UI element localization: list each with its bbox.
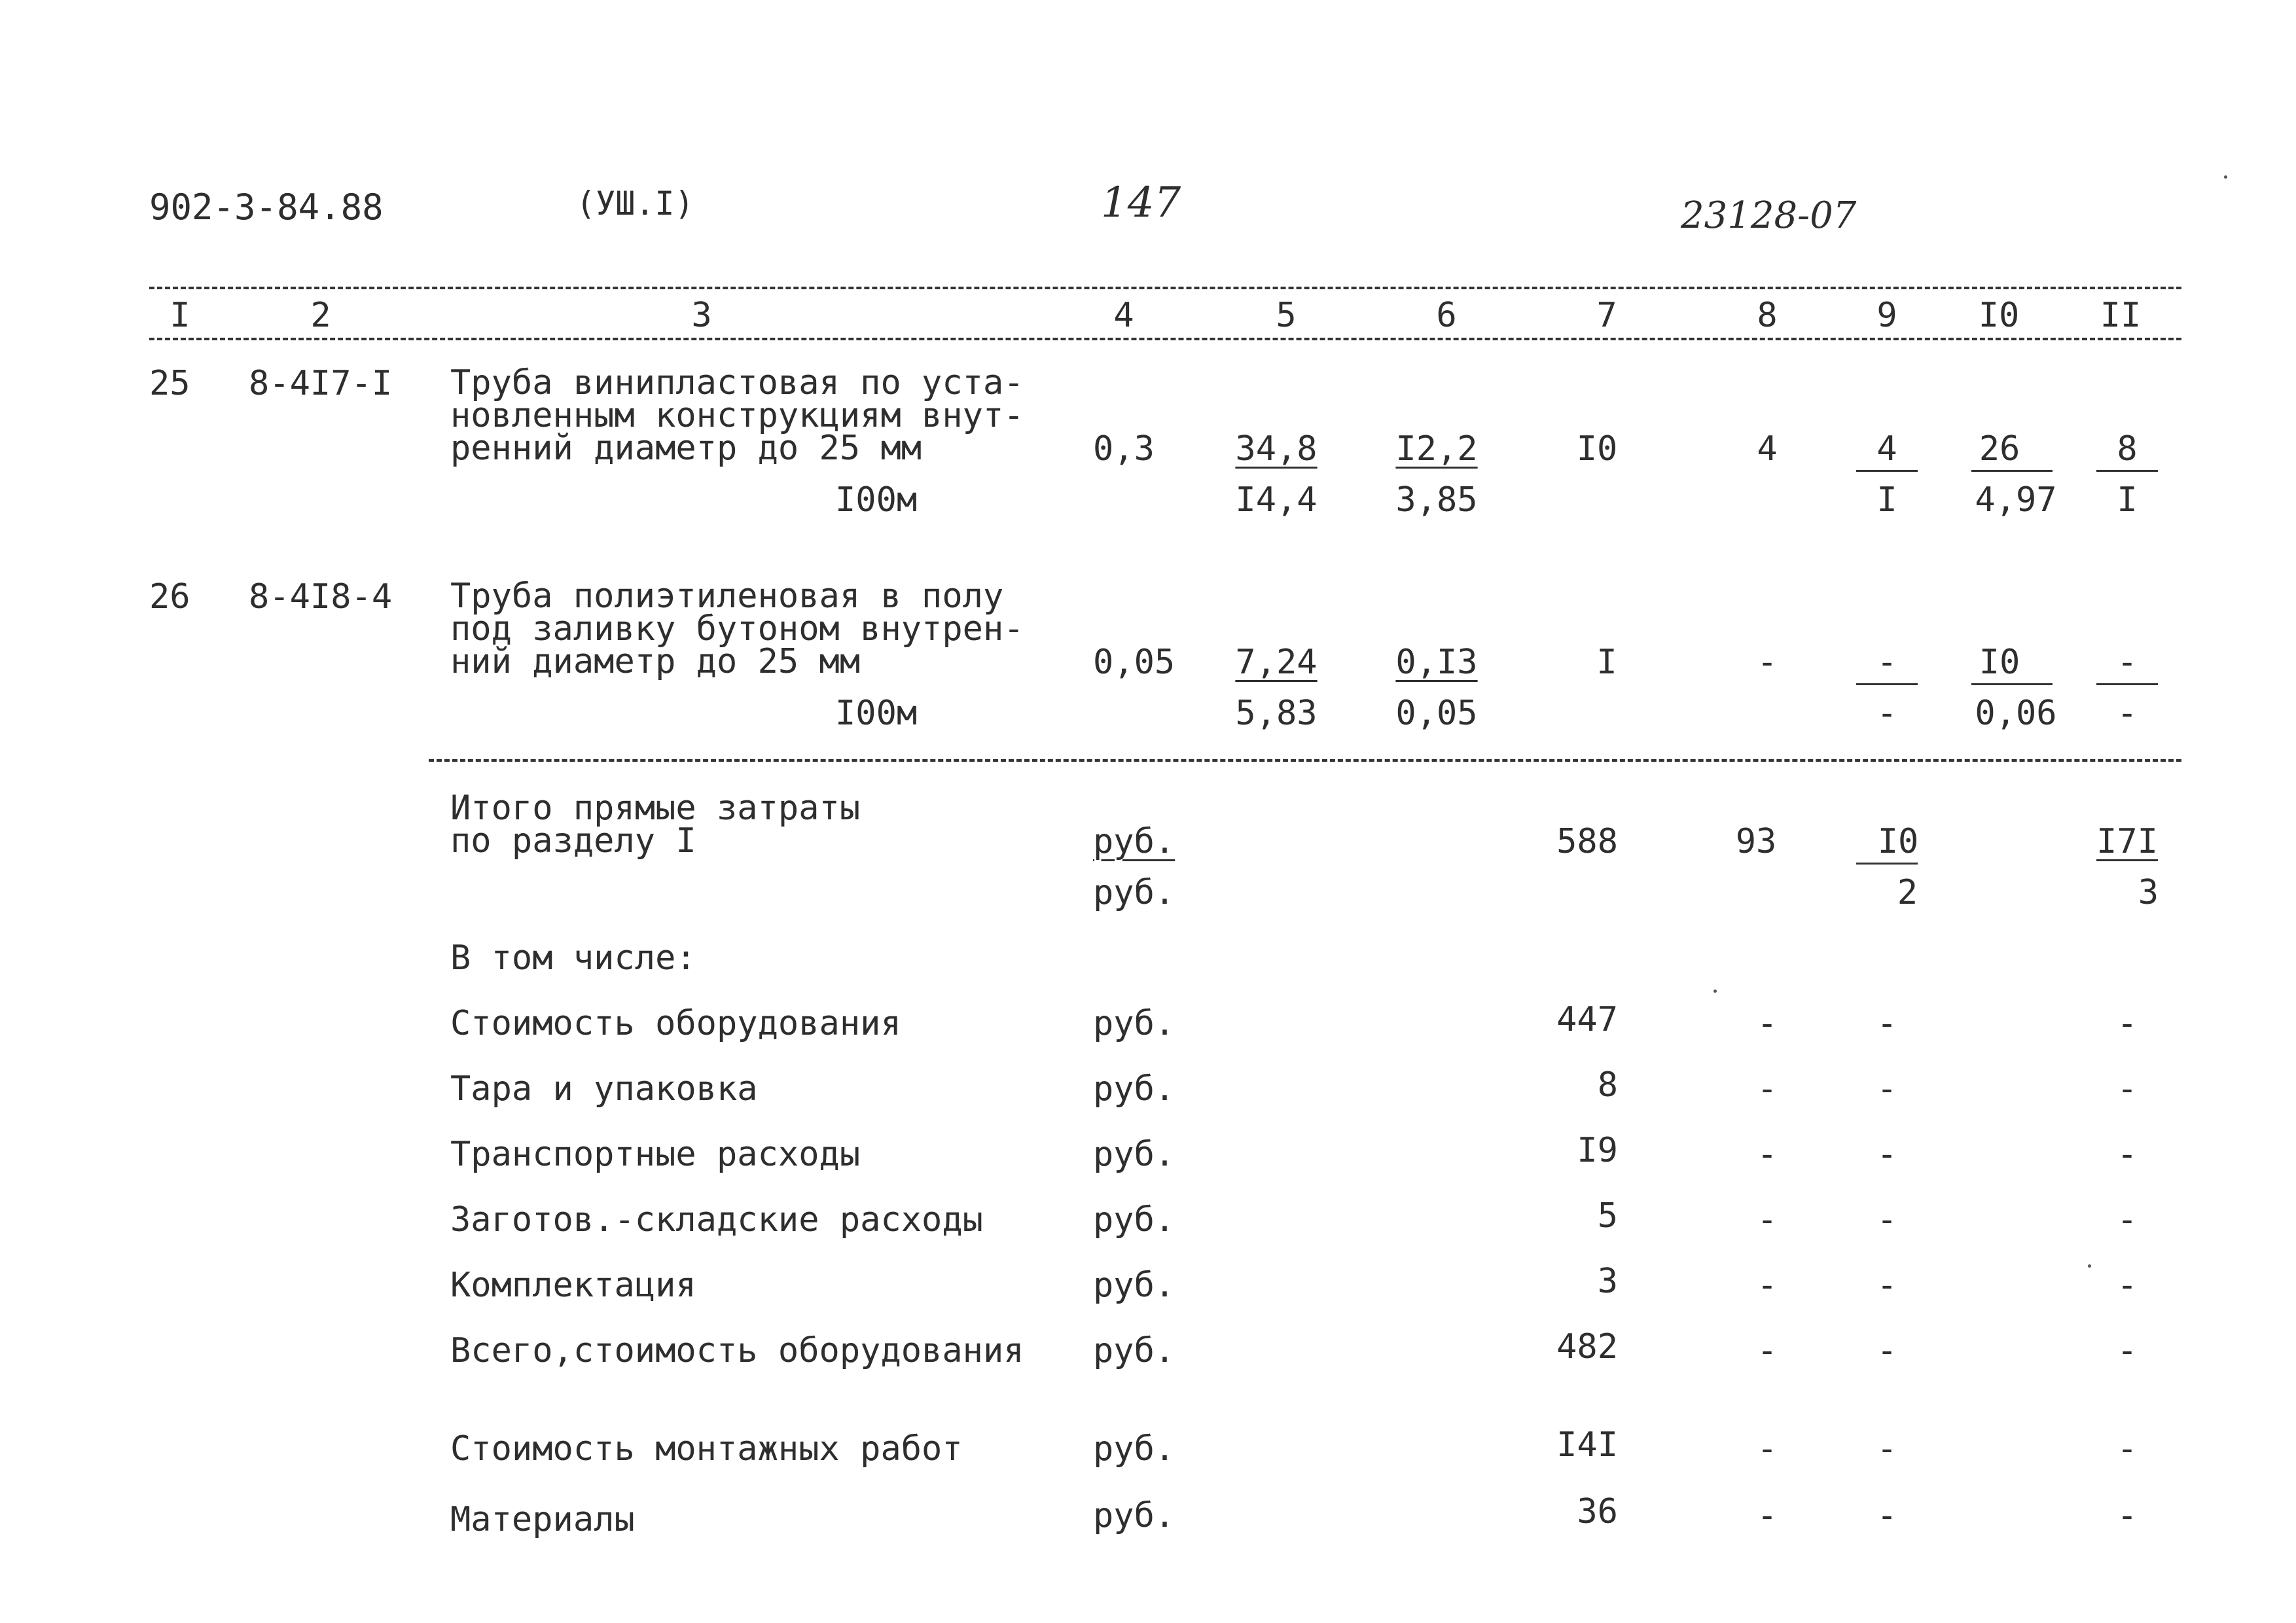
document-code: 902-3-84.88 — [149, 187, 384, 228]
c5-bottom: 5,83 — [1235, 694, 1318, 733]
norm-code: 8-4I8-4 — [249, 577, 393, 616]
col-header-7: 7 — [1596, 296, 1617, 335]
c5-top: 34,8 — [1235, 429, 1318, 469]
c8-value: 4 — [1757, 429, 1778, 469]
total-label-line: по разделу I — [450, 821, 696, 861]
col-header-10: I0 — [1978, 296, 2020, 335]
breakdown-c9: - — [1876, 1266, 1897, 1305]
section-rule — [429, 759, 2181, 762]
breakdown-label: Материалы — [450, 1500, 635, 1539]
breakdown-label: Транспортные расходы — [450, 1135, 861, 1174]
breakdown-label: Комплектация — [450, 1266, 696, 1305]
c10-fraction-bar — [1971, 470, 2053, 472]
c9-fraction-bar — [1856, 683, 1918, 685]
quantity: 0,3 — [1093, 429, 1155, 469]
breakdown-unit: руб. — [1093, 1004, 1175, 1043]
including-label: В том числе: — [450, 938, 696, 978]
breakdown-c8: - — [1757, 1200, 1778, 1240]
breakdown-c11: - — [2117, 1135, 2138, 1174]
col-header-2: 2 — [310, 296, 331, 335]
c10-bottom: 4,97 — [1975, 480, 2057, 520]
breakdown-unit: руб. — [1093, 1266, 1175, 1305]
breakdown-c11: - — [2117, 1429, 2138, 1469]
breakdown-unit: руб. — [1093, 1069, 1175, 1109]
total-c9-top: I0 — [1877, 822, 1919, 861]
breakdown-c8: - — [1757, 1135, 1778, 1174]
breakdown-label: Заготов.-складские расходы — [450, 1200, 983, 1240]
breakdown-c7: 5 — [1597, 1196, 1618, 1236]
speck — [2224, 175, 2227, 179]
breakdown-c11: - — [2117, 1331, 2138, 1370]
document-number: 23128-07 — [1681, 194, 1857, 237]
breakdown-c8: - — [1757, 1331, 1778, 1370]
c11-fraction-bar — [2096, 470, 2158, 472]
breakdown-c9: - — [1876, 1200, 1897, 1240]
work-description-line: ний диаметр до 25 мм — [450, 642, 861, 681]
total-c11-bottom: 3 — [2138, 873, 2159, 912]
breakdown-c7: 8 — [1597, 1065, 1618, 1105]
col-header-11: II — [2100, 296, 2142, 335]
speck — [2088, 1264, 2091, 1268]
breakdown-c9: - — [1876, 1496, 1897, 1535]
measure-unit: I00м — [835, 694, 918, 733]
breakdown-c8: - — [1757, 1429, 1778, 1469]
total-c7: 588 — [1556, 822, 1618, 861]
breakdown-c11: - — [2117, 1266, 2138, 1305]
c6-bottom: 0,05 — [1395, 694, 1478, 733]
breakdown-c9: - — [1876, 1069, 1897, 1109]
work-description-line: ренний диаметр до 25 мм — [450, 429, 922, 468]
c6-bottom: 3,85 — [1395, 480, 1478, 520]
col-header-6: 6 — [1436, 296, 1457, 335]
breakdown-c9: - — [1876, 1331, 1897, 1370]
total-unit-top: руб. — [1093, 822, 1175, 861]
c11-bottom: - — [2117, 694, 2138, 733]
breakdown-unit: руб. — [1093, 1200, 1175, 1240]
total-c8: 93 — [1735, 822, 1777, 861]
col-header-8: 8 — [1757, 296, 1778, 335]
breakdown-c8: - — [1757, 1004, 1778, 1043]
c9-bottom: I — [1876, 480, 1897, 520]
breakdown-c9: - — [1876, 1004, 1897, 1043]
album-label: (УШ.I) — [576, 185, 694, 223]
col-header-5: 5 — [1276, 296, 1297, 335]
breakdown-unit: руб. — [1093, 1496, 1175, 1535]
c10-top: I0 — [1979, 643, 2020, 682]
work-description-line: Труба полиэтиленовая в полу — [450, 577, 1004, 616]
c6-top: 0,I3 — [1395, 643, 1478, 682]
c9-top: 4 — [1876, 429, 1897, 469]
norm-code: 8-4I7-I — [249, 364, 393, 403]
c6-top: I2,2 — [1395, 429, 1478, 469]
page-number: 147 — [1101, 179, 1181, 227]
c11-top: 8 — [2117, 429, 2138, 469]
total-c11-top: I7I — [2096, 822, 2158, 861]
col-header-1: I — [170, 296, 190, 335]
breakdown-c8: - — [1757, 1069, 1778, 1109]
total-c9-bottom: 2 — [1897, 873, 1918, 912]
breakdown-c8: - — [1757, 1266, 1778, 1305]
speck — [1713, 990, 1717, 993]
breakdown-c7: 482 — [1556, 1327, 1618, 1366]
c10-bottom: 0,06 — [1975, 694, 2057, 733]
header-top-rule — [149, 287, 2181, 289]
c7-value: I0 — [1576, 429, 1618, 469]
c11-bottom: I — [2117, 480, 2138, 520]
breakdown-c7: 447 — [1556, 1000, 1618, 1039]
breakdown-c11: - — [2117, 1069, 2138, 1109]
c11-fraction-bar — [2096, 683, 2158, 685]
breakdown-unit: руб. — [1093, 1429, 1175, 1469]
c10-top: 26 — [1979, 429, 2020, 469]
breakdown-c9: - — [1876, 1135, 1897, 1174]
col-header-4: 4 — [1113, 296, 1134, 335]
breakdown-c7: I4I — [1556, 1425, 1618, 1465]
breakdown-c9: - — [1876, 1429, 1897, 1469]
breakdown-c11: - — [2117, 1004, 2138, 1043]
breakdown-c8: - — [1757, 1496, 1778, 1535]
c8-value: - — [1757, 643, 1778, 682]
col-header-3: 3 — [691, 296, 712, 335]
breakdown-label: Стоимость оборудования — [450, 1004, 901, 1043]
breakdown-unit: руб. — [1093, 1135, 1175, 1174]
breakdown-unit: руб. — [1093, 1331, 1175, 1370]
c7-value: I — [1596, 643, 1617, 682]
breakdown-c11: - — [2117, 1496, 2138, 1535]
total-label-line: Итого прямые затраты — [450, 789, 861, 828]
breakdown-c7: 36 — [1577, 1492, 1618, 1531]
row-number: 25 — [149, 364, 190, 403]
c9-top: - — [1876, 643, 1897, 682]
c9-bottom: - — [1876, 694, 1897, 733]
breakdown-c7: 3 — [1597, 1262, 1618, 1301]
total-unit-bottom: руб. — [1093, 873, 1175, 912]
breakdown-c11: - — [2117, 1200, 2138, 1240]
c9-fraction-bar — [1856, 470, 1918, 472]
breakdown-label: Всего,стоимость оборудования — [450, 1331, 1024, 1370]
work-description-line: под заливку бутоном внутрен- — [450, 609, 1024, 649]
quantity: 0,05 — [1093, 643, 1175, 682]
col-header-9: 9 — [1876, 296, 1897, 335]
c11-top: - — [2117, 643, 2138, 682]
total-c9-fraction-bar — [1856, 863, 1918, 865]
c10-fraction-bar — [1971, 683, 2053, 685]
measure-unit: I00м — [835, 480, 918, 520]
breakdown-label: Тара и упаковка — [450, 1069, 758, 1109]
work-description-line: Труба винипластовая по уста- — [450, 363, 1024, 402]
breakdown-c7: I9 — [1577, 1131, 1618, 1170]
c5-bottom: I4,4 — [1235, 480, 1318, 520]
breakdown-label: Стоимость монтажных работ — [450, 1429, 963, 1469]
c5-top: 7,24 — [1235, 643, 1318, 682]
work-description-line: новленным конструкциям внут- — [450, 396, 1024, 435]
row-number: 26 — [149, 577, 190, 616]
header-bottom-rule — [149, 338, 2181, 340]
